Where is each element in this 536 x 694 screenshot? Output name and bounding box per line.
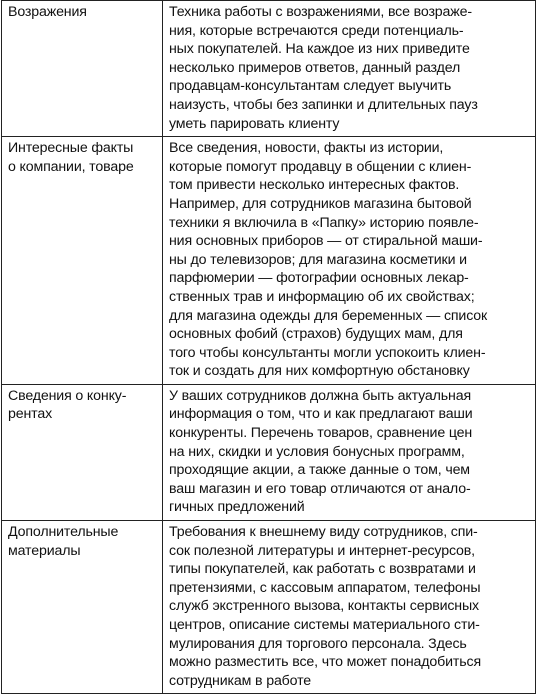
topic-text: Интересные факты о компании, товаре: [8, 140, 134, 175]
description-cell: [163, 1, 536, 137]
table-row: [2, 137, 536, 385]
topic-text: Возражения: [8, 4, 87, 20]
topic-cell: [2, 137, 163, 385]
description-text: Техника работы с возражениями, все возраже- ния, которые встречаются среди потенциаль- ных покупателей. На каждое из них приведите несколько примеров ответов, данный раздел продавцам-консультантам следует выучить наизусть, чтобы без запинки и длительных пауз уметь парировать клиенту: [169, 4, 478, 132]
table-row: [2, 384, 536, 520]
description-text: Требования к внешнему виду сотрудников, спи- сок полезной литературы и интернет-ресурсов, типы покупателей, как работать с возвратами и претензиями, с кассовым аппаратом, телефоны служб экстренного вызова, контакты сервисных центров, описание системы материального сти- мулирования для торгового персонала. Здесь можно разместить все, что может понадобиться сотрудникам в работе: [169, 524, 481, 689]
table-row: [2, 1, 536, 137]
description-cell: [163, 137, 536, 385]
description-cell: [163, 521, 536, 694]
topic-text: Дополнительные материалы: [8, 524, 119, 559]
document-table: [1, 0, 536, 694]
topic-cell: [2, 1, 163, 137]
description-text: Все сведения, новости, факты из истории, которые помогут продавцу в общении с клиен- том привести несколько интересных фактов. Например, для сотрудников магазина бытовой техники я включила в «Папку» историю появле- ния основных приборов — от стиральной маши- ны до телевизоров; для магазина косметики и парфюмерии — фотографии основных лекар- ственных трав и информацию об их свойствах; для магазина одежды для беременных — список основных фобий (страхов) будущих мам, для того чтобы консультанты могли успокоить клиен- ток и создать для них комфортную обстановку: [169, 140, 488, 380]
table-row: [2, 521, 536, 694]
description-text: У ваших сотрудников должна быть актуальная информация о том, что и как предлагают ваши конкуренты. Перечень товаров, сравнение цен на них, скидки и условия бонусных программ, проходящие акции, а также данные о том, чем ваш магазин и его товар отличаются от анало- гичных предложений: [169, 387, 473, 516]
description-cell: [163, 384, 536, 520]
topic-cell: [2, 521, 163, 694]
topic-text: Сведения о конку- рентах: [8, 387, 127, 423]
topic-cell: [2, 384, 163, 520]
